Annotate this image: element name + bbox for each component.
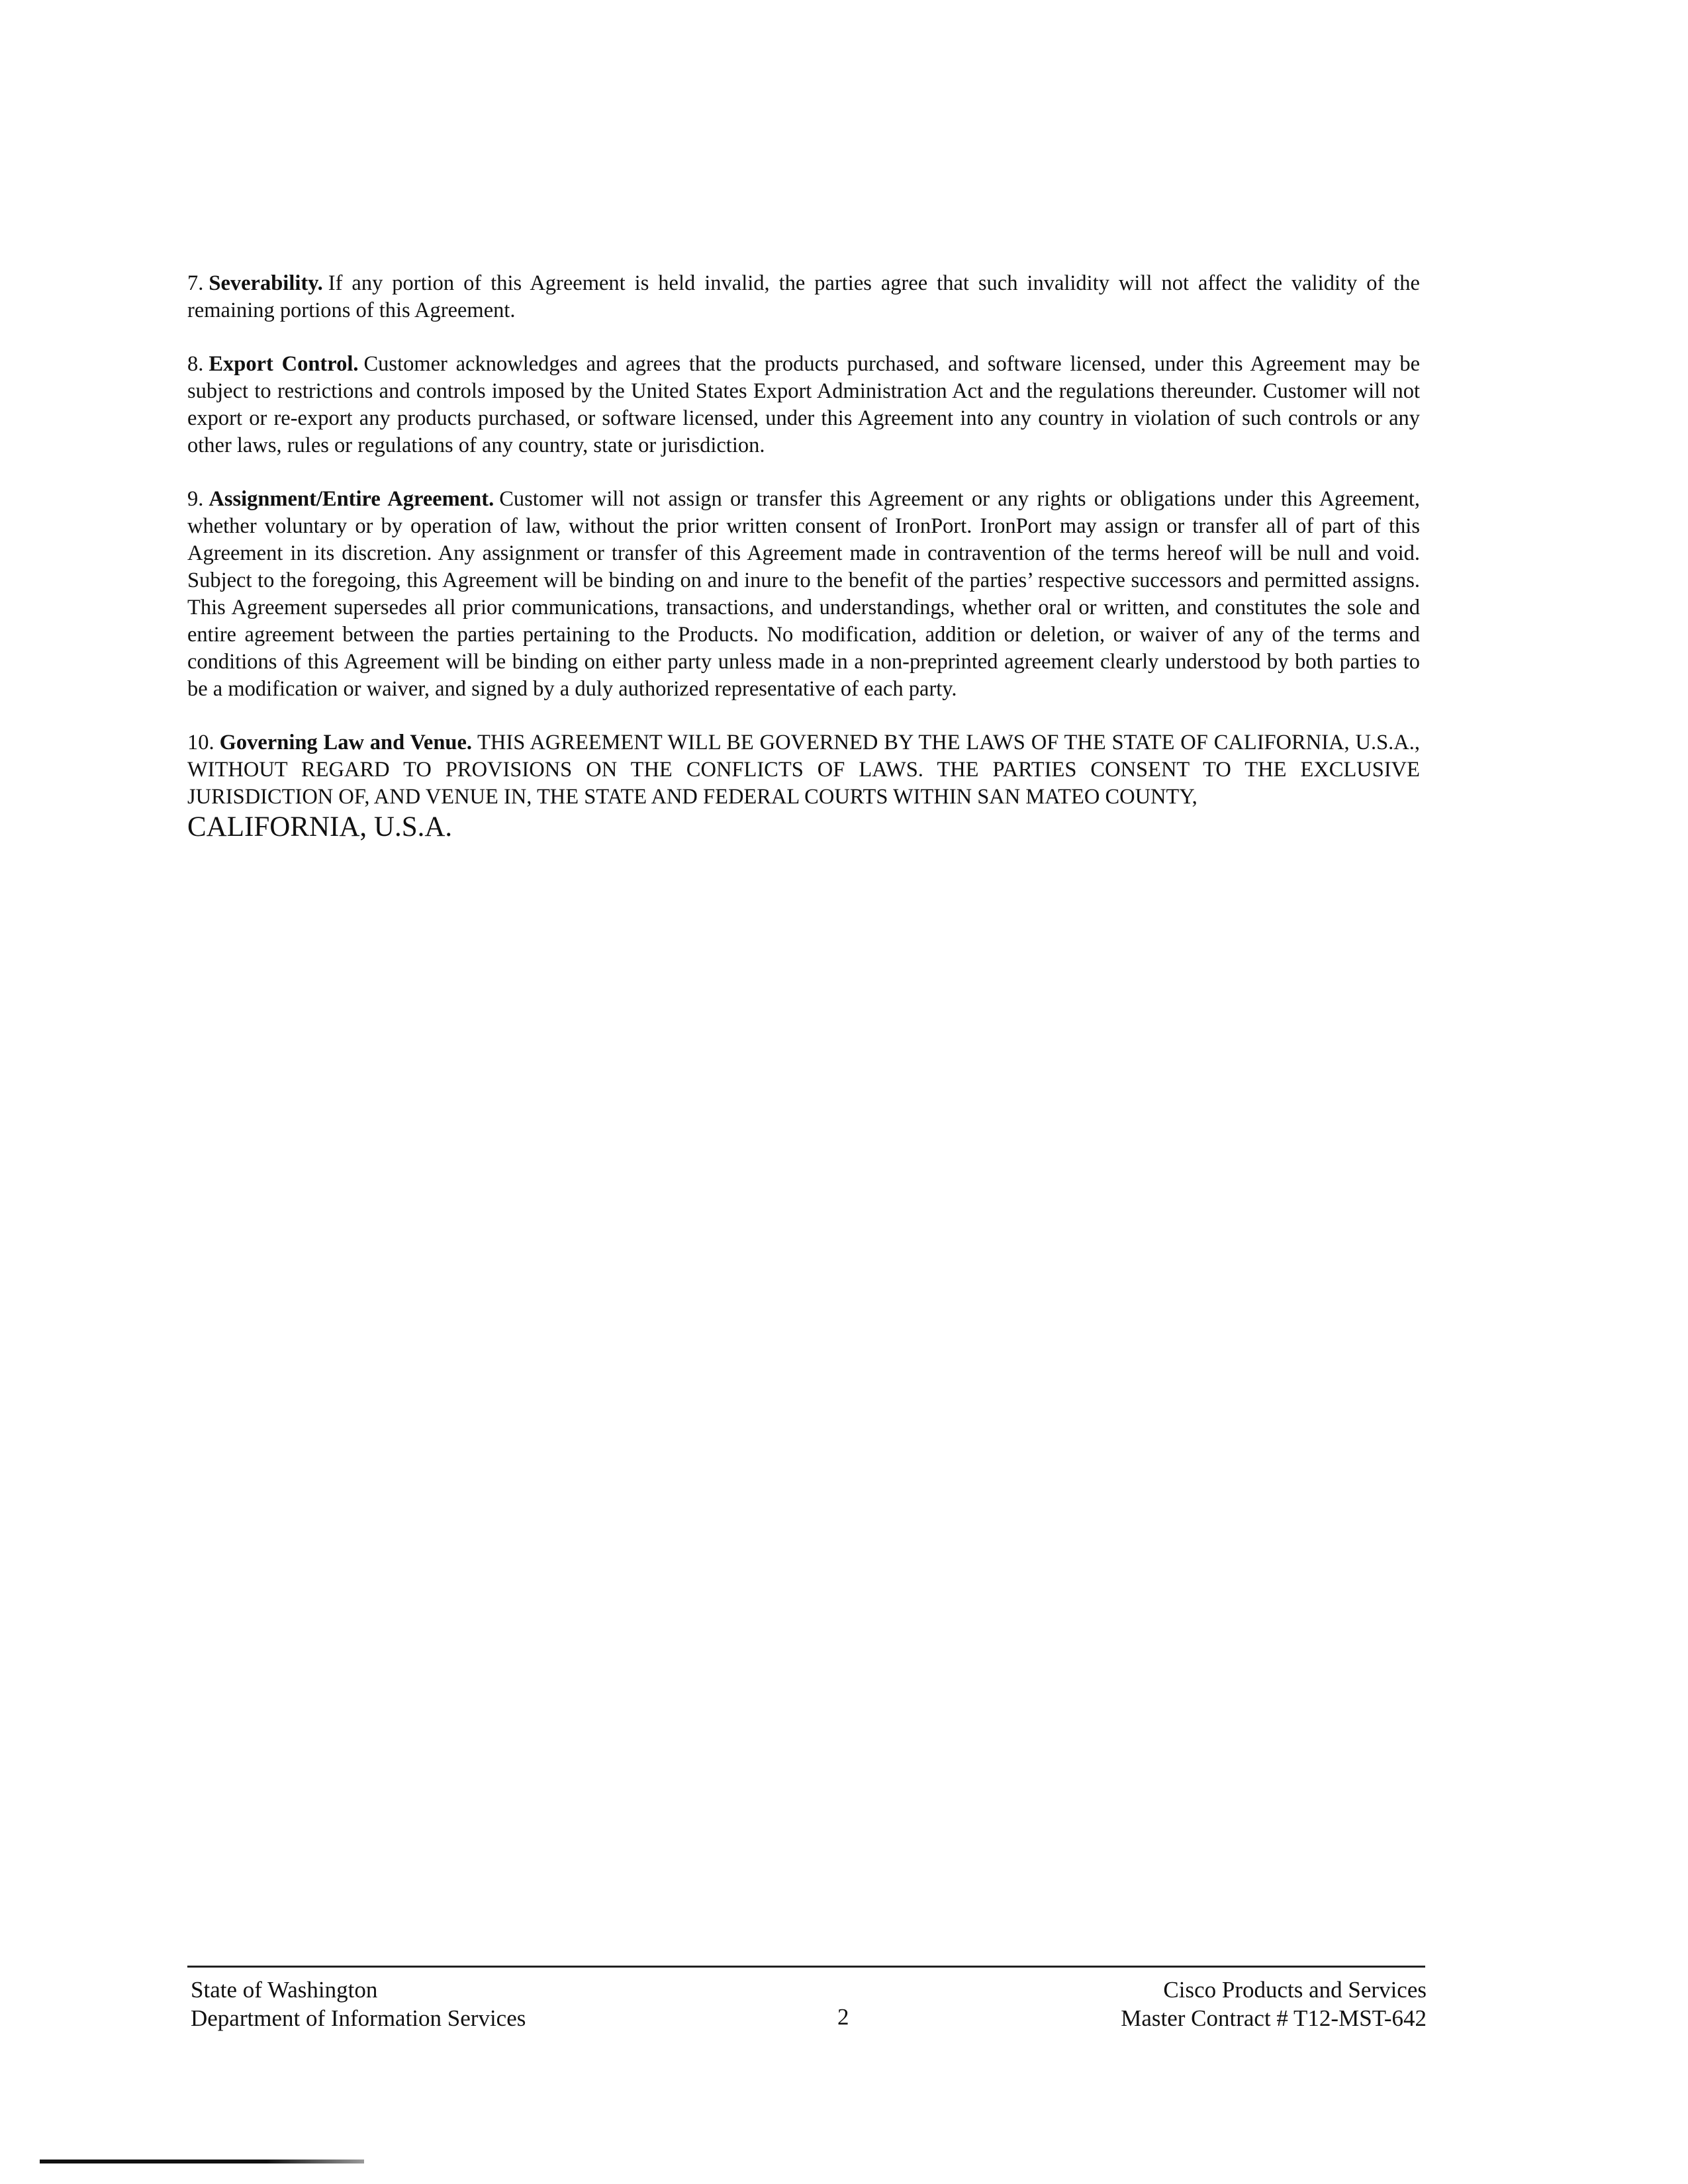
section-number: 9. xyxy=(187,487,204,511)
governing-law-trailing-line: CALIFORNIA, U.S.A. xyxy=(187,811,453,842)
section-text: THIS AGREEMENT WILL BE GOVERNED BY THE LAWS OF THE STATE OF CALIFORNIA, U.S.A., WITHOUT REGARD TO PROVISIONS ON THE CONFLICTS OF LAWS. THE PARTIES CONSENT TO THE EXCLUSIVE JURISDICTION OF, AND VENUE IN, THE STATE AND FEDERAL COURTS WITHIN SAN MATEO COUNTY, xyxy=(187,731,1420,809)
section-text: Customer acknowledges and agrees that the products purchased, and software licensed, under this Agreement may be subject to restrictions and controls imposed by the United States Export Administration Act and the regulations thereunder. Customer will not export or re-export any products purchased, or software licensed, under this Agreement into any country in violation of such controls or any other laws, rules or regulations of any country, state or jurisdiction. xyxy=(187,352,1420,457)
scan-artifact-line xyxy=(40,2160,364,2163)
section-assignment xyxy=(187,486,1420,703)
footer-left-block xyxy=(191,1976,526,2032)
section-title: Severability. xyxy=(209,271,323,295)
section-paragraph xyxy=(187,729,1420,811)
section-paragraph xyxy=(187,351,1420,459)
agreement-body xyxy=(187,270,1420,844)
page-number: 2 xyxy=(837,2004,849,2030)
section-governing-law xyxy=(187,729,1420,844)
section-title: Export Control. xyxy=(209,352,359,376)
section-text: If any portion of this Agreement is held invalid, the parties agree that such invalidity will not affect the validity of the remaining portions of this Agreement. xyxy=(187,271,1420,322)
section-export-control xyxy=(187,351,1420,459)
footer-contract-number: Master Contract # T12-MST-642 xyxy=(1121,2005,1427,2031)
footer-divider xyxy=(187,1966,1425,1968)
footer-state: State of Washington xyxy=(191,1977,378,2003)
section-title: Assignment/Entire Agreement. xyxy=(209,487,494,511)
section-paragraph xyxy=(187,486,1420,703)
section-text: Customer will not assign or transfer this Agreement or any rights or obligations under this Agreement, whether voluntary or by operation of law, without the prior written consent of IronPort. IronPort may assign or transfer all of part of this Agreement in its discretion. Any assignment or transfer of this Agreement made in contravention of the terms hereof will be null and void. Subject to the foregoing, this Agreement will be binding on and inure to the benefit of the parties’ respective successors and permitted assigns. This Agreement supersedes all prior communications, transactions, and understandings, whether oral or written, and constitutes the sole and entire agreement between the parties pertaining to the Products. No modification, addition or deletion, or waiver of any of the terms and conditions of this Agreement will be binding on either party unless made in a non-preprinted agreement clearly understood by both parties to be a modification or waiver, and signed by a duly authorized representative of each party. xyxy=(187,487,1420,701)
footer-right-block xyxy=(1121,1976,1427,2032)
section-number: 7. xyxy=(187,271,204,295)
section-severability xyxy=(187,270,1420,324)
section-number: 8. xyxy=(187,352,204,376)
section-title: Governing Law and Venue. xyxy=(219,731,473,754)
footer-vendor: Cisco Products and Services xyxy=(1163,1977,1427,2003)
section-number: 10. xyxy=(187,731,214,754)
section-paragraph xyxy=(187,270,1420,324)
footer-department: Department of Information Services xyxy=(191,2005,526,2031)
